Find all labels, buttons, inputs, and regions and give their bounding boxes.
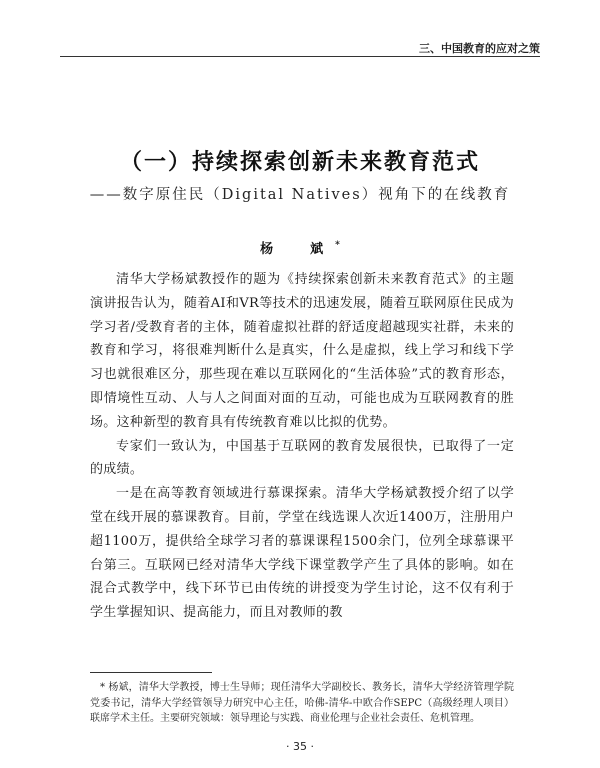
body-paragraph: 专家们一致认为，中国基于互联网的教育发展很快，已取得了一定的成绩。 <box>90 438 514 478</box>
body-paragraph: 清华大学杨斌教授作的题为《持续探索创新未来教育范式》的主题演讲报告认为，随着AI和VR等技术的迅速发展，随着互联网原住民成为学习者/受教育者的主体，随着虚拟社群的舒适度超越现实社群，未来的教育和学习，将很难判断什么是真实，什么是虚拟，线上学习和线下学习也就很难区分，那些现在难以互联网化的“生活体验”式的教育形态，即情境性互动、人与人之间面对面的互动，可能也成为互联网教育的胜场。这种新型的教育具有传统教育难以比拟的优势。 <box>90 272 514 430</box>
author-line <box>60 238 540 257</box>
author-footnote <box>90 680 514 727</box>
author-footnote-mark: * <box>335 240 340 251</box>
page-number: · 35 · <box>286 740 314 753</box>
author-name: 杨 斌 <box>260 242 336 257</box>
running-header: 三、中国教育的应对之策 <box>419 42 540 55</box>
article-body <box>90 268 514 625</box>
footnote-rule <box>90 672 212 673</box>
header-rule <box>60 56 540 57</box>
body-paragraph: 一是在高等教育领域进行慕课探索。清华大学杨斌教授介绍了以学堂在线开展的慕课教育。目前，学堂在线选课人次近1400万，注册用户超1100万，提供给全球学习者的慕课课程1500余门，位列全球慕课平台第三。互联网已经对清华大学线下课堂教学产生了具体的影响。如在混合式教学中，线下环节已由传统的讲授变为学生讨论，这不仅有利于学生掌握知识、提高能力，而且对教师的教 <box>90 486 514 621</box>
article-title: （一）持续探索创新未来教育范式 <box>119 150 480 175</box>
footnote-text: * 杨斌，清华大学教授，博士生导师；现任清华大学副校长、教务长，清华大学经济管理学院党委书记，清华大学经管领导力研究中心主任，哈佛-清华-中欧合作SEPC（高级经理人项目）联席学术主任。主要研究领域：领导理论与实践、商业伦理与企业社会责任、危机管理。 <box>90 682 514 724</box>
article-subtitle: ——数字原住民（Digital Natives）视角下的在线教育 <box>89 187 511 203</box>
